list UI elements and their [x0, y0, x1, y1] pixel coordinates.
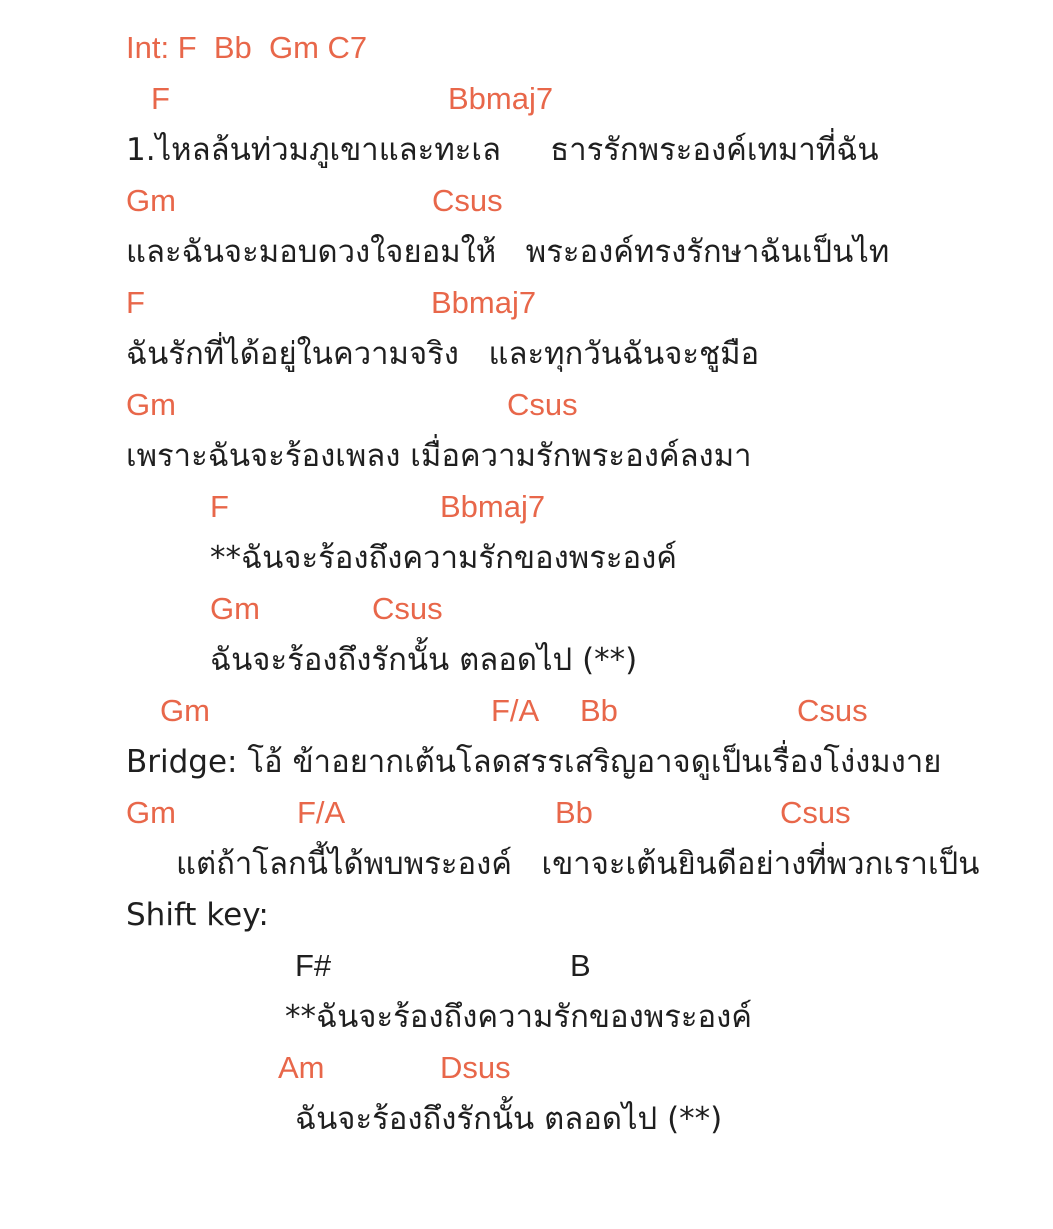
chord-f-over-a: F/A	[297, 795, 346, 830]
bridge-line-1: Bridge: โอ้ ข้าอยากเต้นโลดสรรเสริญอาจดูเป็นเรื่องโง่งมงาย	[126, 744, 942, 780]
lyric-line	[0, 1097, 723, 1141]
chord-f-sharp: F#	[295, 948, 332, 983]
verse-1-line-4: เพราะฉันจะร้องเพลง เมื่อความรักพระองค์ลงมา	[126, 438, 752, 474]
section-label-line	[0, 893, 269, 937]
lyric-line	[0, 230, 890, 274]
shifted-chorus-line-2: ฉันจะร้องถึงรักนั้น ตลอดไป (**)	[295, 1101, 723, 1137]
chord-bbmaj7: Bbmaj7	[448, 81, 554, 116]
chord-line	[0, 383, 578, 427]
lyric-line	[0, 536, 678, 580]
chord-gm: Gm	[126, 183, 176, 218]
lyric-line	[0, 638, 638, 682]
chord-line	[0, 944, 591, 988]
chord-f: F	[126, 285, 145, 320]
chord-bb: Bb	[555, 795, 593, 830]
chorus-line-1: **ฉันจะร้องถึงความรักของพระองค์	[210, 540, 678, 576]
chord-b: B	[570, 948, 591, 983]
lyric-line	[0, 128, 879, 172]
chord-f: F	[210, 489, 229, 524]
chord-csus: Csus	[507, 387, 578, 422]
shifted-chorus-line-1: **ฉันจะร้องถึงความรักของพระองค์	[285, 999, 753, 1035]
chord-gm: Gm	[160, 693, 210, 728]
verse-1-line-3: ฉันรักที่ได้อยู่ในความจริง และทุกวันฉันจะชูมือ	[126, 336, 760, 372]
chord-line	[0, 179, 503, 223]
chord-am: Am	[278, 1050, 325, 1085]
chord-csus: Csus	[432, 183, 503, 218]
lyric-line	[0, 434, 752, 478]
chord-line	[0, 791, 851, 835]
verse-1-line-2: และฉันจะมอบดวงใจยอมให้ พระองค์ทรงรักษาฉันเป็นไท	[126, 234, 890, 270]
lyric-line	[0, 995, 753, 1039]
chord-bbmaj7: Bbmaj7	[431, 285, 537, 320]
bridge-line-2: แต่ถ้าโลกนี้ได้พบพระองค์ เขาจะเต้นยินดีอย่างที่พวกเราเป็น	[176, 846, 980, 882]
chord-line	[0, 1046, 511, 1090]
chord-line	[0, 689, 868, 733]
lyric-line	[0, 842, 980, 886]
chord-gm: Gm	[126, 387, 176, 422]
chord-gm: Gm	[210, 591, 260, 626]
chord-f-over-a: F/A	[491, 693, 540, 728]
chord-gm: Gm	[126, 795, 176, 830]
chord-line	[0, 77, 554, 121]
chord-line	[0, 587, 443, 631]
intro-line	[0, 26, 368, 70]
chord-bbmaj7: Bbmaj7	[440, 489, 546, 524]
chord-bb: Bb	[580, 693, 618, 728]
chord-csus: Csus	[372, 591, 443, 626]
intro-chords: Int: F Bb Gm C7	[126, 30, 368, 65]
verse-1-line-1: 1.ไหลล้นท่วมภูเขาและทะเล ธารรักพระองค์เทมาที่ฉัน	[126, 132, 879, 168]
lyric-line	[0, 740, 942, 784]
chord-line	[0, 281, 537, 325]
chord-csus: Csus	[780, 795, 851, 830]
chord-dsus: Dsus	[440, 1050, 511, 1085]
chord-csus: Csus	[797, 693, 868, 728]
chord-line	[0, 485, 546, 529]
lyric-line	[0, 332, 760, 376]
shift-key-label: Shift key:	[126, 897, 269, 933]
chorus-line-2: ฉันจะร้องถึงรักนั้น ตลอดไป (**)	[210, 642, 638, 678]
chord-f: F	[151, 81, 170, 116]
